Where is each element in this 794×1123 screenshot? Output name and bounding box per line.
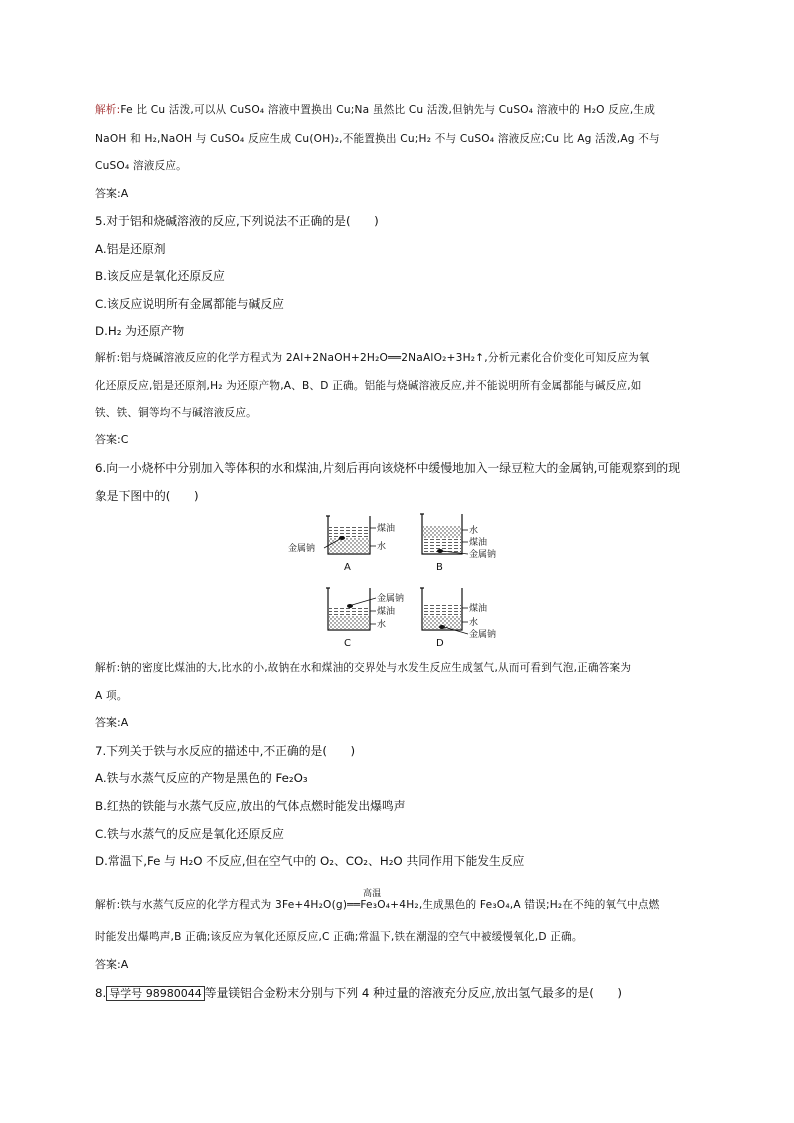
q5-explanation-line-3: 铁、铁、铜等均不与碱溶液反应。: [95, 407, 257, 419]
q6-explanation-line-2: A 项。: [95, 690, 128, 702]
beaker-figure: [280, 508, 520, 648]
q5-answer: 答案:C: [95, 433, 129, 446]
q6-stem-line-2: 象是下图中的( ): [95, 489, 199, 503]
reaction-condition: 高温: [363, 889, 382, 899]
d-label-sodium: 金属钠: [469, 630, 497, 640]
a-label-sodium: 金属钠: [288, 544, 316, 554]
a-label-water: 水: [377, 542, 387, 552]
b-label-kerosene: 煤油: [469, 538, 488, 548]
beaker-a: [288, 516, 395, 573]
q4-answer: 答案:A: [95, 187, 129, 200]
q5-explanation-line-2: 化还原反应,铝是还原剂,H₂ 为还原产物,A、B、D 正确。铝能与烧碱溶液反应,并不能说明所有金属都能与碱反应,如: [95, 380, 642, 392]
q7-option-c: C.铁与水蒸气的反应是氧化还原反应: [95, 827, 284, 841]
q8-stem: [95, 985, 622, 1002]
q7-stem: 7.下列关于铁与水反应的描述中,不正确的是( ): [95, 744, 356, 758]
q7-answer: 答案:A: [95, 958, 129, 971]
b-letter: B: [436, 562, 443, 573]
q5-option-c: C.该反应说明所有金属都能与碱反应: [95, 297, 284, 311]
c-label-water: 水: [377, 620, 387, 630]
q4-explanation-text-1: Fe 比 Cu 活泼,可以从 CuSO₄ 溶液中置换出 Cu;Na 虽然比 Cu 活泼,但钠先与 CuSO₄ 溶液中的 H₂O 反应,生成: [120, 104, 655, 116]
q6-answer: 答案:A: [95, 716, 129, 729]
q5-option-b: B.该反应是氧化还原反应: [95, 269, 225, 283]
d-letter: D: [436, 638, 444, 648]
explanation-label: 解析:: [95, 104, 121, 116]
d-label-water: 水: [469, 618, 479, 628]
q7-option-b: B.红热的铁能与水蒸气反应,放出的气体点燃时能发出爆鸣声: [95, 799, 406, 813]
q8-stem-text: 等量镁铝合金粉末分别与下列 4 种过量的溶液充分反应,放出氢气最多的是( ): [204, 986, 623, 1000]
q6-explanation-line-1: 解析:钠的密度比煤油的大,比水的小,故钠在水和煤油的交界处与水发生反应生成氢气,从而可看到气泡,正确答案为: [95, 662, 632, 674]
q8-number: 8.: [95, 986, 107, 1000]
beaker-d: [420, 588, 496, 648]
c-letter: C: [344, 638, 351, 648]
a-label-kerosene: 煤油: [377, 524, 396, 534]
d-label-kerosene: 煤油: [469, 604, 488, 614]
q5-stem: 5.对于铝和烧碱溶液的反应,下列说法不正确的是( ): [95, 214, 379, 228]
b-label-water: 水: [469, 526, 479, 536]
q4-explanation-line-2: NaOH 和 H₂,NaOH 与 CuSO₄ 反应生成 Cu(OH)₂,不能置换出 Cu;H₂ 不与 CuSO₄ 溶液反应;Cu 比 Ag 活泼,Ag 不与: [95, 133, 660, 145]
q4-explanation-line-1: [95, 102, 655, 118]
q7-option-a: A.铁与水蒸气反应的产物是黑色的 Fe₂O₃: [95, 771, 308, 785]
question-id-tag: 导学号 98980044: [106, 986, 205, 1001]
a-letter: A: [344, 562, 351, 573]
b-label-sodium: 金属钠: [469, 550, 497, 560]
beaker-b: [420, 514, 496, 573]
q7-explanation-line-1: 解析:铁与水蒸气反应的化学方程式为 3Fe+4H₂O(g)══Fe₃O₄+4H₂,生成黑色的 Fe₃O₄,A 错误;H₂在不纯的氧气中点燃: [95, 899, 660, 911]
q4-explanation-line-3: CuSO₄ 溶液反应。: [95, 160, 187, 172]
c-label-sodium: 金属钠: [377, 594, 405, 604]
q6-stem-line-1: 6.向一小烧杯中分别加入等体积的水和煤油,片刻后再向该烧杯中缓慢地加入一绿豆粒大的金属钠,可能观察到的现: [95, 461, 681, 475]
c-label-kerosene: 煤油: [377, 607, 396, 617]
q7-option-d: D.常温下,Fe 与 H₂O 不反应,但在空气中的 O₂、CO₂、H₂O 共同作用下能发生反应: [95, 854, 525, 868]
beaker-c: [326, 588, 404, 648]
q5-explanation-line-1: 解析:铝与烧碱溶液反应的化学方程式为 2Al+2NaOH+2H₂O══2NaAlO₂+3H₂↑,分析元素化合价变化可知反应为氧: [95, 352, 650, 364]
q5-option-d: D.H₂ 为还原产物: [95, 324, 185, 338]
q5-option-a: A.铝是还原剂: [95, 242, 166, 256]
q7-explanation-line-2: 时能发出爆鸣声,B 正确;该反应为氧化还原反应,C 正确;常温下,铁在潮湿的空气中被缓慢氧化,D 正确。: [95, 931, 583, 943]
